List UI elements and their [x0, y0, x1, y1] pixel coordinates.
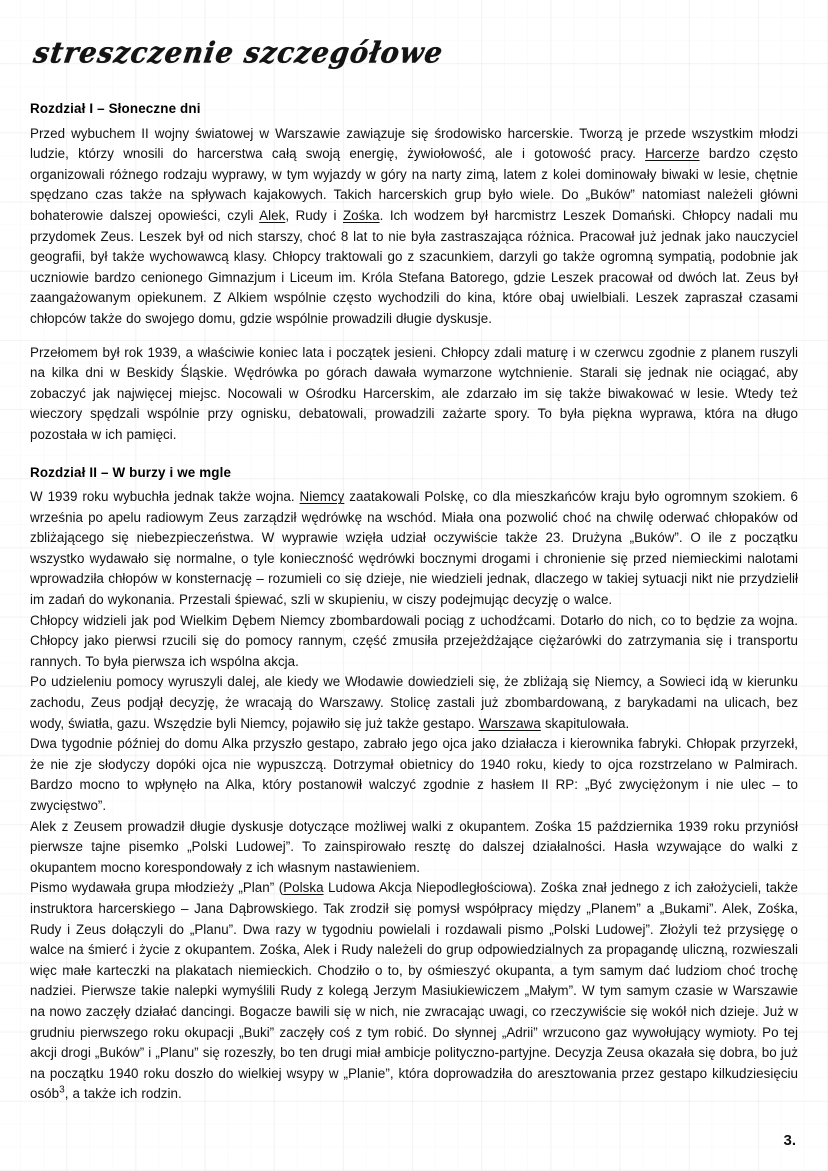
paragraph — [30, 672, 798, 734]
text-run: Ludowa Akcja Niepodległościowa). Zośka znał jednego z ich założycieli, także instruktora harcerskiego – Jana Dąbrowskiego. Tak zrodził się pomysł współpracy między „Planem” a „Bukami”. Alek, Zośka, Rudy i Zeus dołączyli do „Planu”. Dwa razy w tygodniu powielali i rozdawali pismo „Polski Ludowej”. Złożyli też przysięgę o walce na śmierć i życie z okupantem. Zośka, Alek i Rudy należeli do grup odpowiedzialnych za propagandę uliczną, rozwieszali więc małe karteczki na plakatach niemieckich. Chodziło o to, by ośmieszyć okupanta, a tym samym dać ludziom choć trochę nadziei. Pierwsze takie nalepki wymyślili Rudy z kolegą Jerzym Masiukiewiczem „Małym”. W tym samym czasie w Warszawie na nowo zaczęły działać dancingi. Bogacze bawili się w nich, nie zwracając uwagi, co rzeczywiście się wokół nich dzieje. Już w grudniu pierwszego roku okupacji „Buki” zaczęły coś z tym robić. Do słynnej „Adrii” wrzucono gaz wywołujący wymioty. Po tej akcji drogi „Buków” i „Planu” się rozeszły, bo ten drugi miał ambicje polityczno-partyjne. Decyzja Zeusa okazała się dobra, bo już na początku 1940 roku doszło do wielkiej wsypy w „Planie”, która doprowadziła do aresztowania przez gestapo kilkudziesięciu osób — [30, 880, 798, 1102]
paragraph — [30, 878, 798, 1105]
chapter-list — [30, 99, 798, 1105]
chapter-heading: Rozdział I – Słoneczne dni — [30, 101, 201, 116]
paragraph — [30, 817, 798, 879]
text-run: zaatakowali Polskę, co dla mieszkańców kraju było ogromnym szokiem. 6 września po apelu radiowym Zeus zarządził wędrówkę na wschód. Miała ona pozwolić choć na chwilę oderwać chłopaków od zbliżającego się niebezpieczeństwa. W wyprawie wzięła udział oczywiście także 23. Drużyna „Buków”. O ile z początku wszystko wydawało się normalne, o tyle konieczność wędrówki bocznymi drogami i chronienie się przed niemieckimi nalotami wprowadziła chłopów w konsternację – rozumieli co się dzieje, nie wiedzieli jednak, dlaczego w takiej sytuacji nikt nie przydzielił im zadań do wykonania. Przestali śpiewać, szli w skupieniu, w ciszy podejmując decyzję o walce. — [30, 489, 799, 608]
text-run: Chłopcy widzieli jak pod Wielkim Dębem Niemcy zbombardowali pociąg z uchodźcami. Dotarło do nich, co to będzie za wojna. Chłopcy jako pierwsi rzucili się do pomocy rannym, część zmusiła przejeżdżające ciężarówki do zatrzymania się i transportu rannych. To była pierwsza ich wspólna akcja. — [30, 612, 798, 669]
paragraph — [30, 487, 798, 611]
text-run: Alek z Zeusem prowadził długie dyskusje dotyczące możliwej walki z okupantem. Zośka 15 października 1939 roku przyniósł pierwsze tajne pisemko „Polski Ludowej”. To zainspirowało resztę do dalszej działalności. Hasła wzywające do walki z okupantem mocno korespondowały z ich własnym nastawieniem. — [30, 818, 798, 875]
underlined-term: Niemcy — [299, 489, 345, 505]
footnote-marker: 3 — [59, 1084, 65, 1096]
page-title: streszczenie szczegółowe — [31, 36, 446, 71]
underlined-term: Harcerze — [645, 146, 700, 162]
chapter-heading: Rozdział II – W burzy i we mgle — [30, 464, 232, 480]
chapter-block — [30, 463, 798, 1105]
text-run: skapitulowała. — [540, 715, 630, 731]
paragraph — [30, 124, 798, 330]
text-run: , Rudy i — [285, 207, 343, 223]
paragraph — [30, 734, 798, 816]
text-run: W 1939 roku wybuchła jednak także wojna. — [30, 489, 300, 505]
underlined-term: Warszawa — [478, 715, 541, 731]
chapter-block — [30, 99, 798, 446]
text-run: , a także ich rodzin. — [64, 1086, 182, 1102]
page-number: 3. — [783, 1132, 796, 1149]
paragraph — [30, 343, 798, 446]
text-run: Po udzieleniu pomocy wyruszyli dalej, ale kiedy we Włodawie dowiedzieli się, że zbliżają się Niemcy, a Sowieci idą w kierunku zachodu, Zeus podjął decyzję, że wracają do Warszawy. Stolicę zastali już zbombardowaną, z barykadami na ulicach, bez wody, światła, gazu. Wszędzie byli Niemcy, pojawiło się już także gestapo. — [30, 674, 798, 731]
paragraph — [30, 611, 798, 673]
underlined-term: Alek — [259, 207, 286, 223]
text-run: Dwa tygodnie później do domu Alka przyszło gestapo, zabrało jego ojca jako działacza i kierownika fabryki. Chłopak przyrzekł, że nie zje słodyczy dopóki ojca nie wypuszczą. Dotrzymał obietnicy do 1940 roku, kiedy to ojca rozstrzelano w Palmirach. Bardzo mocno to wpłynęło na Alka, który postanowił walczyć zgodnie z hasłem II RP: „Być zwyciężonym i nie ulec – to zwycięstwo”. — [30, 736, 798, 813]
underlined-term: Polska — [283, 880, 324, 896]
underlined-term: Zośka — [342, 207, 380, 223]
text-run: Przed wybuchem II wojny światowej w Warszawie zawiązuje się środowisko harcerskie. Tworzą je przede wszystkim młodzi ludzie, którzy wnosili do harcerstwa całą swoją energię, żywiołowość, ale i gotowość pracy. — [30, 125, 798, 162]
text-run: Przełomem był rok 1939, a właściwie koniec lata i początek jesieni. Chłopcy zdali maturę i w czerwcu zgodnie z planem ruszyli na kilka dni w Beskidy Śląskie. Wędrówka po górach dawała wymarzone wytchnienie. Starali się jednak nie ociągać, aby zobaczyć jak najwięcej miejsc. Nocowali w Ośrodku Harcerskim, ale zdarzało im się także biwakować w lesie. Wtedy też wieczory spędzali wspólnie przy ognisku, debatowali, prowadzili zażarte spory. To była piękna wyprawa, która na długo pozostała w ich pamięci. — [30, 344, 798, 442]
text-run: bardzo często organizowali różnego rodzaju wyprawy, w tym wyjazdy w góry na narty zimą, latem z kolei dominowały biwaki w lesie, chętnie spędzano czas także na spływach kajakowych. Takich harcerskich grup było wiele. Do „Buków” natomiast należeli główni bohaterowie dalszej opowieści, czyli — [30, 146, 798, 223]
text-run: Pismo wydawała grupa młodzieży „Plan” ( — [30, 880, 284, 896]
text-run: . Ich wodzem był harcmistrz Leszek Domański. Chłopcy nadali mu przydomek Zeus. Leszek był od nich starszy, choć 8 lat to nie była zastraszająca różnica. Pracował już jednak jako nauczyciel geografii, był także wychowawcą klasy. Chłopcy traktowali go z szacunkiem, darzyli go także ogromną sympatią, podobnie jak uczniowie bardzo cenionego Gimnazjum i Liceum im. Króla Stefana Batorego, gdzie Leszek pracował od dwóch lat. Zeus był zaangażowanym opiekunem. Z Alkiem wspólnie często wychodzili do kina, które obaj uwielbiali. Leszek zapraszał czasami chłopców także do swojego domu, gdzie wspólnie prowadzili długie dyskusje. — [30, 207, 799, 326]
